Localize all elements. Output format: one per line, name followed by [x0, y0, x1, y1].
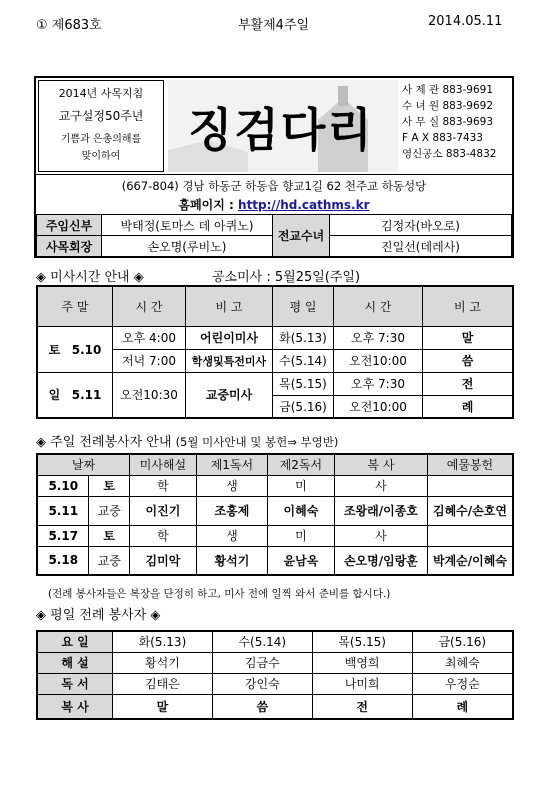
staff-table — [36, 214, 512, 257]
logo-area — [168, 80, 398, 172]
staff-name: 박태정(토마스 데 아퀴노) — [102, 215, 273, 236]
sunday-col: 예물봉헌 — [427, 454, 513, 475]
sunday-row: 5.11 교중 이진기 조홍제 이혜숙 조왕래/이종호 김혜수/손호연 — [37, 496, 513, 525]
homepage-label: 홈페이지 : — [178, 198, 234, 212]
weekday-table: 요 일 화(5.13) 수(5.14) 목(5.15) 금(5.16) 해 설 황석기 김금수 백영희 최혜숙 독 서 김태은 강인숙 나미희 우정순 복 사 말 씀 전 례 — [36, 630, 514, 720]
mass-notice: 공소미사 : 5월25일(주일) — [212, 270, 361, 285]
sunday-col: 복 사 — [334, 454, 427, 475]
weekday-time: 오후 7:30 — [334, 326, 423, 349]
mass-col: 주 말 — [37, 286, 113, 326]
staff-name: 손오명(루비노) — [102, 236, 273, 257]
weekday-label: 독 서 — [37, 673, 113, 694]
sister-name: 진일선(데레사) — [330, 236, 512, 257]
sunday-row: 5.18 교중 김미악 황석기 윤남옥 손오명/임랑훈 박계순/이혜숙 — [37, 546, 513, 575]
weekday-day: 수(5.14) — [212, 631, 312, 652]
mass-heading: ◈ 미사시간 안내 ◈ — [36, 270, 144, 285]
weekday-time: 오전10:00 — [334, 395, 423, 418]
motto-sub1: 기쁨과 은총의해를 — [60, 134, 142, 145]
sunday-heading: ◈ 주일 전례봉사자 안내 (5월 미사안내 및 봉헌⇒ 부영반) — [36, 435, 339, 450]
contact-row: 사 무 실 883-9693 — [402, 116, 494, 128]
weekday-label: 요 일 — [37, 631, 113, 652]
weekend-note: 학생및특전미사 — [186, 349, 273, 372]
weekday-label: 해 설 — [37, 652, 113, 673]
weekend-time: 오전10:30 — [113, 372, 186, 418]
weekday-day: 금(5.16) — [273, 395, 334, 418]
mass-col: 평 일 — [273, 286, 334, 326]
weekend-note: 교중미사 — [186, 372, 273, 418]
issue-date: 2014.05.11 — [428, 14, 503, 29]
sunday-col: 제1독서 — [196, 454, 267, 475]
weekday-time: 오전10:00 — [334, 349, 423, 372]
contact-row: 영신공소 883-4832 — [402, 148, 497, 160]
issue-number: ① 제683호 — [36, 18, 102, 33]
weekday-note: 전 — [423, 372, 514, 395]
weekend-day: 일 5.11 — [37, 372, 113, 418]
motto-sub2: 맞이하여 — [81, 151, 121, 162]
homepage-line — [36, 196, 512, 213]
staff-role: 주임신부 — [37, 215, 102, 236]
weekday-label: 복 사 — [37, 694, 113, 719]
mass-table — [36, 285, 514, 419]
service-footnote: (전례 봉사자들은 복장을 단정히 하고, 미사 전에 일찍 와서 준비를 합시다.) — [48, 588, 391, 600]
contact-row: 사 제 관 883-9691 — [402, 84, 494, 96]
mass-col: 비 고 — [423, 286, 514, 326]
page-title: 부활제4주일 — [238, 18, 310, 33]
weekday-note: 말 — [423, 326, 514, 349]
mass-col: 시 간 — [113, 286, 186, 326]
weekday-day: 목(5.15) — [312, 631, 412, 652]
staff-role: 사목회장 — [37, 236, 102, 257]
sunday-col: 미사해설 — [129, 454, 196, 475]
weekday-note: 씀 — [423, 349, 514, 372]
weekday-day: 화(5.13) — [113, 631, 213, 652]
contact-row: F A X 883-7433 — [402, 132, 483, 144]
mass-col: 시 간 — [334, 286, 423, 326]
sunday-row: 5.10 토 학 생 미 사 — [37, 475, 513, 496]
sisters-role: 전교수녀 — [273, 215, 330, 257]
masthead-box — [34, 76, 514, 258]
address: (667-804) 경남 하동군 하동읍 향교1길 62 천주교 하동성당 — [121, 179, 427, 193]
weekend-note: 어린이미사 — [186, 326, 273, 349]
mass-col: 비 고 — [186, 286, 273, 326]
contact-list — [402, 82, 512, 162]
logo-text: 징검다리 — [188, 103, 374, 157]
sunday-row: 5.17 토 학 생 미 사 — [37, 525, 513, 546]
homepage-link[interactable]: http://hd.cathms.kr — [238, 198, 370, 212]
contact-row: 수 녀 원 883-9692 — [402, 100, 494, 112]
motto-main: 교구설정50주년 — [58, 109, 144, 123]
sunday-col: 날짜 — [37, 454, 129, 475]
weekday-time: 오후 7:30 — [334, 372, 423, 395]
sunday-table — [36, 453, 514, 576]
motto-year: 2014년 사목지침 — [58, 87, 144, 100]
weekday-day: 수(5.14) — [273, 349, 334, 372]
weekday-day: 금(5.16) — [412, 631, 513, 652]
weekend-time: 저녁 7:00 — [113, 349, 186, 372]
weekday-day: 목(5.15) — [273, 372, 334, 395]
weekday-note: 례 — [423, 395, 514, 418]
weekday-heading: ◈ 평일 전례 봉사자 ◈ — [36, 608, 161, 623]
sunday-col: 제2독서 — [267, 454, 334, 475]
sister-name: 김정자(바오로) — [330, 215, 512, 236]
weekday-day: 화(5.13) — [273, 326, 334, 349]
weekend-day: 토 5.10 — [37, 326, 113, 372]
motto-box — [38, 80, 164, 172]
weekend-time: 오후 4:00 — [113, 326, 186, 349]
